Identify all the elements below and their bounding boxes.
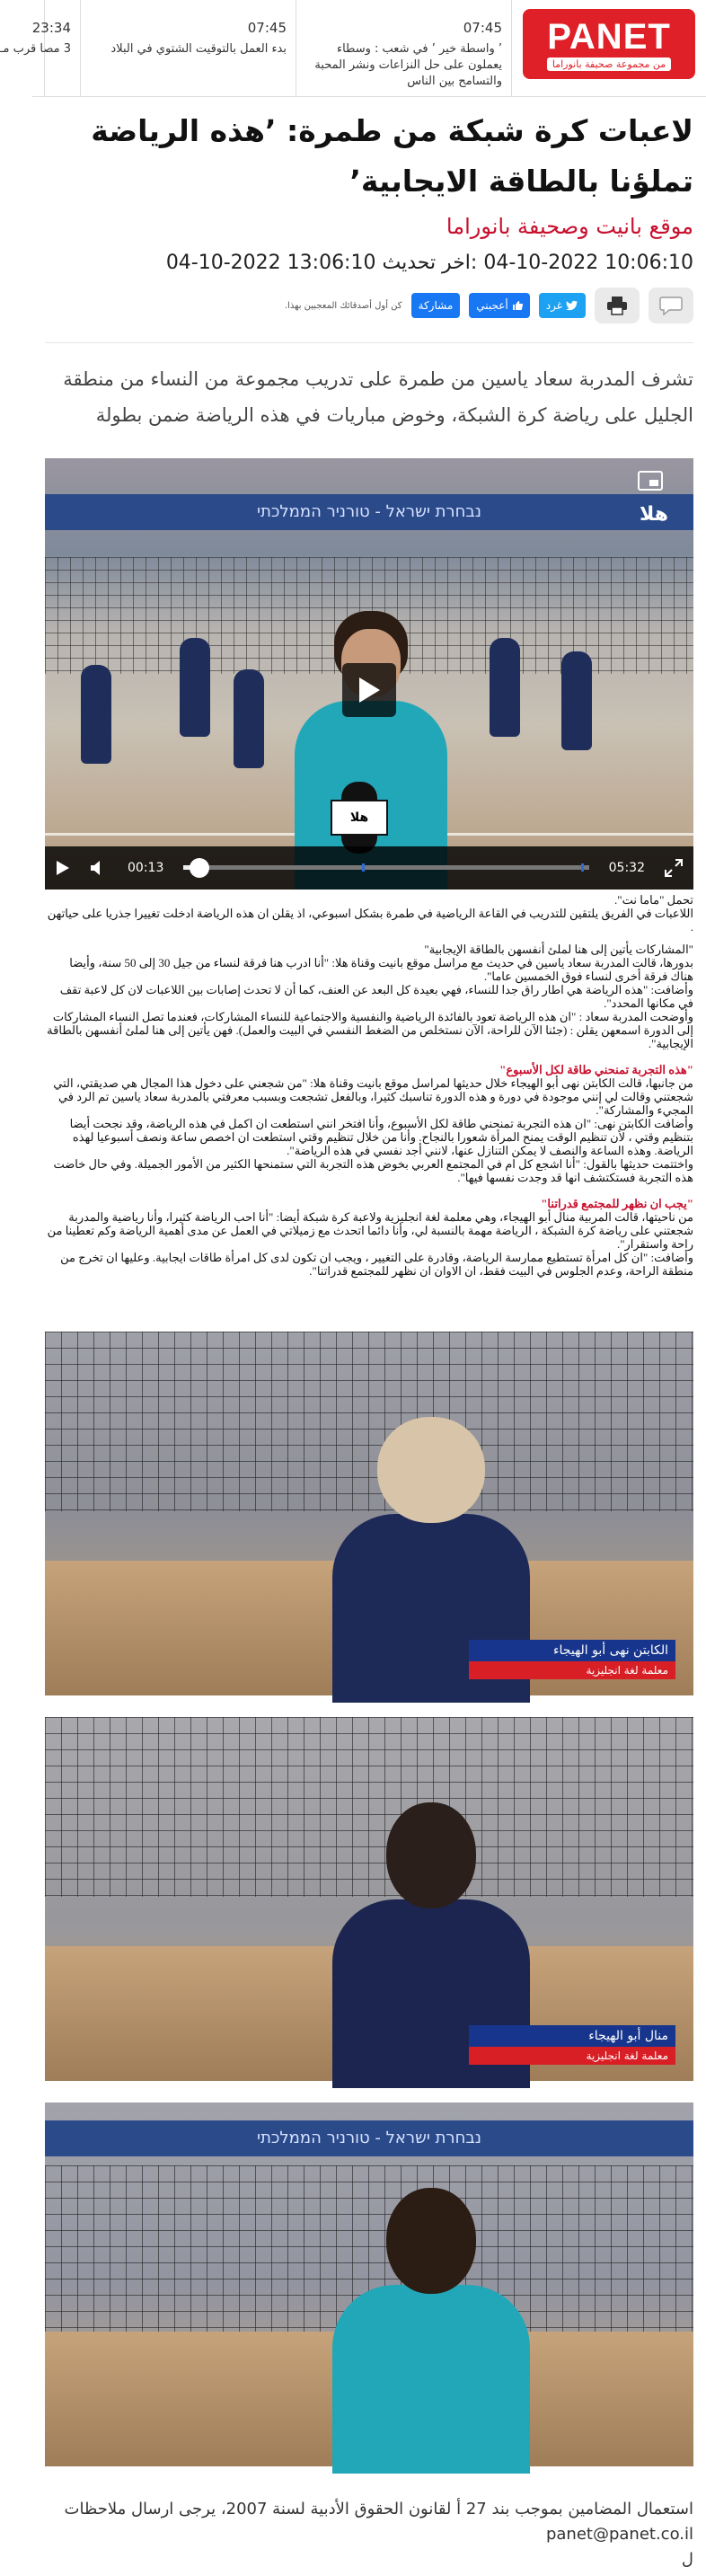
article-photo[interactable] [45,1717,693,2081]
chapter-marker [581,863,584,872]
body-paragraph: وأضافت الكابتن نهى: "ان هذه التجربة تمنحني طاقة لكل الأسبوع، وأنا افتخر انني استطعت ان اكمل في هذه الرياضة، وقد نجحت أيضا بتنظيم وقتي ، لأن تنظيم الوقت يمنح المرأة شعورا بالنجاح. وأنا من خلال تنظيم وقتي استطعت ان اخصص ساعة ونصف أسبوعيا لهذه الرياضة. وهذه الساعة والنصف لا يمكن التنازل عنها، لانني أجد نفسي في هذه الرياضة". [69,1117,693,1157]
chapter-marker [362,863,365,872]
news-ticker [0,0,512,97]
background-player [561,651,592,750]
body-paragraph: وأوضحت المدربة سعاد : "ان هذه الرياضة تعود بالفائدة الرياضية والنفسية والاجتماعية للنساء المشاركات، فعندما تصل النساء المشاركات إلى الدورة اسمعهن يقلن : (جئنا الآن للراحة، الآن نستخلص من الضغط النفسي في البيت والعمل). فهن يأتين إلى هنا لملئ أنفسهن بالطاقة الإيجابية". [47,1010,693,1050]
updated-label: اخر تحديث: [382,252,478,274]
logo-wordmark: PANET [547,16,671,57]
logo-tagline: من مجموعة صحيفة بانوراما [547,58,671,71]
ticker-text: ’ واسطة خير ’ في شعب : وسطاء يعملون على حل النزاعات ونشر المحبة والتسامح بين الناس [314,42,502,88]
caption-role: معلمة لغة انجليزية [469,1661,675,1679]
background-player [490,638,520,737]
article-photo[interactable] [45,2102,693,2466]
copyright-footer [45,2497,693,2576]
body-paragraph: وأضافت: "ان كل امرأة تستطيع ممارسة الرياضة، وقادرة على التغيير ، ويجب ان تكون لدى كل امرأة طاقات ايجابية. وعليها ان تخرج من منطقة الراحة، وعدم الجلوس في البيت فقط، ان الاوان ان نظهر للمجتمع قدراتنا". [60,1251,693,1278]
caption-role: معلمة لغة انجليزية [469,2047,675,2065]
gym-banner: נבחרת ישראל - טורניר הממלכתי [45,2120,693,2156]
caption-name: منال أبو الهيجاء [469,2025,675,2047]
ticker-time: 07:45 [463,20,502,36]
updated-date: 04-10-2022 13:06:10 [165,252,376,274]
current-time: 00:13 [128,861,164,875]
body-paragraph: من جانبها، قالت الكابتن نهى أبو الهيجاء خلال حديثها لمراسل موقع بانيت وقناة هلا: "من شجعني على دخول هذا المجال هي صديقتي، التي شجعتني وقالت لي إنني موجودة في دورة و هذه الدورة تناسبك كثيرا، وبالفعل تشجعت وبسبب معرفتي بالمدربة سعاد ياسين تم الرد في المجيء والمشاركة". [53,1076,693,1117]
ticker-text: بدء العمل بالتوقيت الشتوي في البلاد [110,42,287,56]
thumbs-up-icon [512,300,523,311]
body-paragraph: واختتمت حديثها بالقول: "أنا اشجع كل ام في المجتمع العربي بخوض هذه التجربة التي ستمنحها الكثير من الأمور الجميلة. وفي حال خاضت هذه التجربة فستكتشف انها قد وجدت نفسها فيها". [53,1157,693,1184]
ticker-item[interactable] [296,0,511,97]
body-paragraph: "المشاركات يأتين إلى هنا لملئ أنفسهن بالطاقة الإيجابية" [424,943,693,956]
interviewee-figure [332,2188,530,2466]
article-photo[interactable] [45,1332,693,1695]
site-header [0,0,706,97]
gym-banner: נבחרת ישראל - טורניר הממלכתי [45,494,693,530]
article-source[interactable]: موقع بانيت وصحيفة بانوراما [446,214,693,239]
ticker-item[interactable] [80,0,296,97]
body-paragraph: بدورها، قالت المدربة سعاد ياسين في حديث مع مراسل موقع بانيت وقناة هلا: "أنا ادرب هنا فرقة لنساء من جيل 30 إلى 50 سنة، وأيضا هناك فرقة أخرى لنساء فوق الخمسين عاما". [69,956,693,983]
picture-in-picture-icon[interactable] [638,471,663,491]
article-body [45,893,693,1278]
ticker-text: 3 مصا قرب مـ [0,42,71,56]
video-controls [45,846,693,890]
duration: 05:32 [608,861,645,875]
ticker-time: 07:45 [247,20,287,36]
caption-name: الكابتن نهى أبو الهيجاء [469,1640,675,1661]
background-player [81,665,111,764]
share-label: مشاركة [418,299,454,312]
panet-logo[interactable] [523,9,695,79]
like-label: أعجبني [476,299,508,312]
body-paragraph: اللاعبات في الفريق يلتقين للتدريب في القاعة الرياضية في طمرة بشكل اسبوعي، اذ يقلن ان هذه الرياضة ادخلت تغييرا جذريا على حياتهن . [47,907,693,934]
contact-email-link[interactable]: panet@panet.co.il [545,2525,693,2544]
photo-caption [469,2025,675,2065]
background-player [234,669,264,768]
play-button-overlay[interactable] [342,663,396,717]
ticker-time: 23:34 [31,20,71,36]
tweet-button[interactable] [539,293,586,318]
article-lead: تشرف المدربة سعاد ياسين من طمرة على تدريب مجموعة من النساء من منطقة الجليل على رياضة كرة الشبكة، وخوض مباريات في هذه الرياضة ضمن بطولة [63,368,693,426]
fullscreen-icon[interactable] [665,859,683,877]
seek-handle[interactable] [190,858,209,878]
body-subheading: "هذه التجربة تمنحني طاقة لكل الأسبوع" [499,1063,693,1076]
play-icon [357,677,381,704]
body-paragraph: وأضافت: "هذه الرياضة هي اطار راق جدا للنساء، فهي بعيدة كل البعد عن العنف، كما أن لا تحدث إصابات بين اللاعبات لان كل لاعبة تقف في مكانها المحدد". [59,983,693,1010]
body-subheading: "يجب ان نظهر للمجتمع قدراتنا" [541,1197,693,1210]
article-headline: لاعبات كرة شبكة من طمرة: ’هذه الرياضة تملؤنا بالطاقة الايجابية’ [91,113,693,199]
twitter-bird-icon [566,300,578,311]
footer-text: استعمال المضامين بموجب بند 27 أ لقانون الحقوق الأدبية لسنة 2007، يرجى ارسال ملاحظات [64,2500,693,2518]
divider [45,342,693,343]
print-button[interactable] [595,288,640,323]
published-date: 04-10-2022 10:06:10 [483,252,693,274]
background-player [180,638,210,737]
video-player[interactable] [45,458,693,890]
footer-trailing: ل [681,2550,693,2569]
share-toolbar [45,287,693,324]
play-icon[interactable] [56,860,70,876]
article [32,106,706,2576]
like-button[interactable] [469,293,529,318]
channel-watermark: هلا [640,503,668,526]
comment-icon [659,296,683,315]
comment-button[interactable] [649,288,693,323]
share-button[interactable] [411,293,461,318]
tweet-label: غرد [545,299,562,312]
like-hint-text: كن أول أصدقائك المعجبين بهذا. [284,300,402,311]
ticker-item[interactable] [0,0,80,97]
body-paragraph: من ناحيتها، قالت المربية منال أبو الهيجاء، وهي معلمة لغة انجليزية ولاعبة كرة شبكة أيضا: "أنا احب الرياضة كثيرا، وأنا رياضية والمدربة شجعتني على رياضة كرة الشبكة ، الرياضة مهمة بالنسبة لي، وأنا دائما اتحدث مع زميلاتي في العمل عن مدى أهمية الرياضة وكم تعطينا من راحة واستقرار". [47,1210,693,1251]
mic-flag: هلا [331,800,388,836]
volume-icon[interactable] [90,860,108,876]
article-dates [45,252,693,274]
seek-bar[interactable] [183,862,588,874]
body-paragraph: تحمل "ماما نت". [614,893,693,907]
photo-caption [469,1640,675,1679]
print-icon [606,296,628,315]
